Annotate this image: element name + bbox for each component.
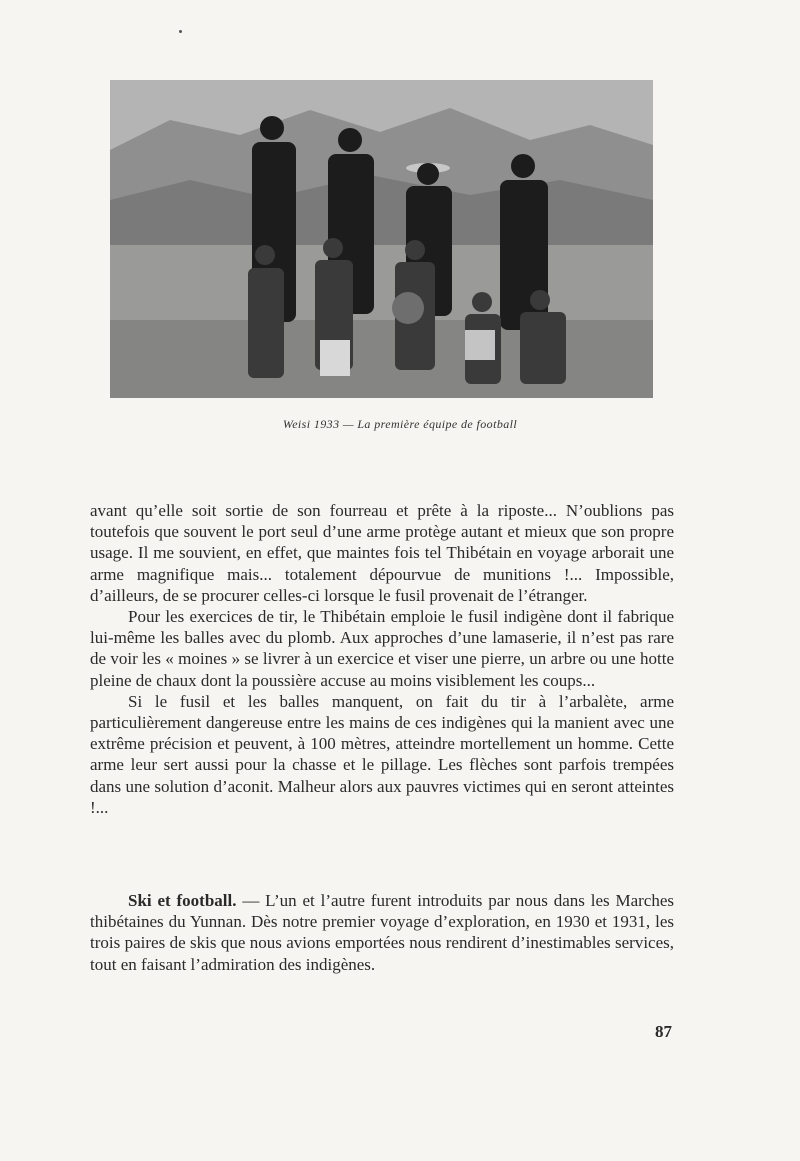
photo-caption: Weisi 1933 — La première équipe de football bbox=[282, 417, 518, 431]
page-number: 87 bbox=[655, 1022, 672, 1041]
section-paragraph bbox=[90, 890, 674, 975]
ink-speck bbox=[179, 30, 182, 33]
body-text bbox=[90, 500, 674, 818]
paragraph-3: Si le fusil et les balles manquent, on fait du tir à l’arbalète, arme particulièrement dangereuse entre les mains de ces indigènes qui la manient avec une extrême précision et peuvent, à 100 mètres, atteindre mortellement un homme. Cette arme leur sert aussi pour la chasse et le pillage. Les flèches sont parfois trempées dans une solution d’aconit. Malheur alors aux pauvres victimes qui en seront atteintes !... bbox=[90, 691, 674, 817]
section-text: — L’un et l’autre furent introduits par nous dans les Marches thibétaines du Yunnan. Dès notre premier voyage d’exploration, en 1930 et 1931, les trois paires de skis que nous avions emportées nous rendirent d’inestimables services, tout en faisant l’admiration des indigènes. bbox=[90, 891, 674, 974]
section-heading: Ski et football. bbox=[128, 891, 237, 910]
paragraph-1: avant qu’elle soit sortie de son fourreau et prête à la riposte... N’oublions pas toutefois que souvent le port seul d’une arme protège autant et mieux que son propre usage. Il me souvient, en effet, que maintes fois tel Thibétain en voyage arborait une arme magnifique mais... totalement dépourvue de munitions !... Impossible, d’ailleurs, de se procurer celles-ci lorsque le fusil provenait de l’étranger. bbox=[90, 501, 674, 605]
ski-football-section bbox=[90, 890, 674, 975]
team-photograph bbox=[110, 80, 653, 398]
paragraph-2: Pour les exercices de tir, le Thibétain emploie le fusil indigène dont il fabrique lui-même les balles avec du plomb. Aux approches d’une lamaserie, il n’est pas rare de voir les « moines » se livrer à un exercice et viser une pierre, un arbre ou une hotte pleine de chaux dont la poussière accuse au moins visiblement les coups... bbox=[90, 607, 674, 690]
